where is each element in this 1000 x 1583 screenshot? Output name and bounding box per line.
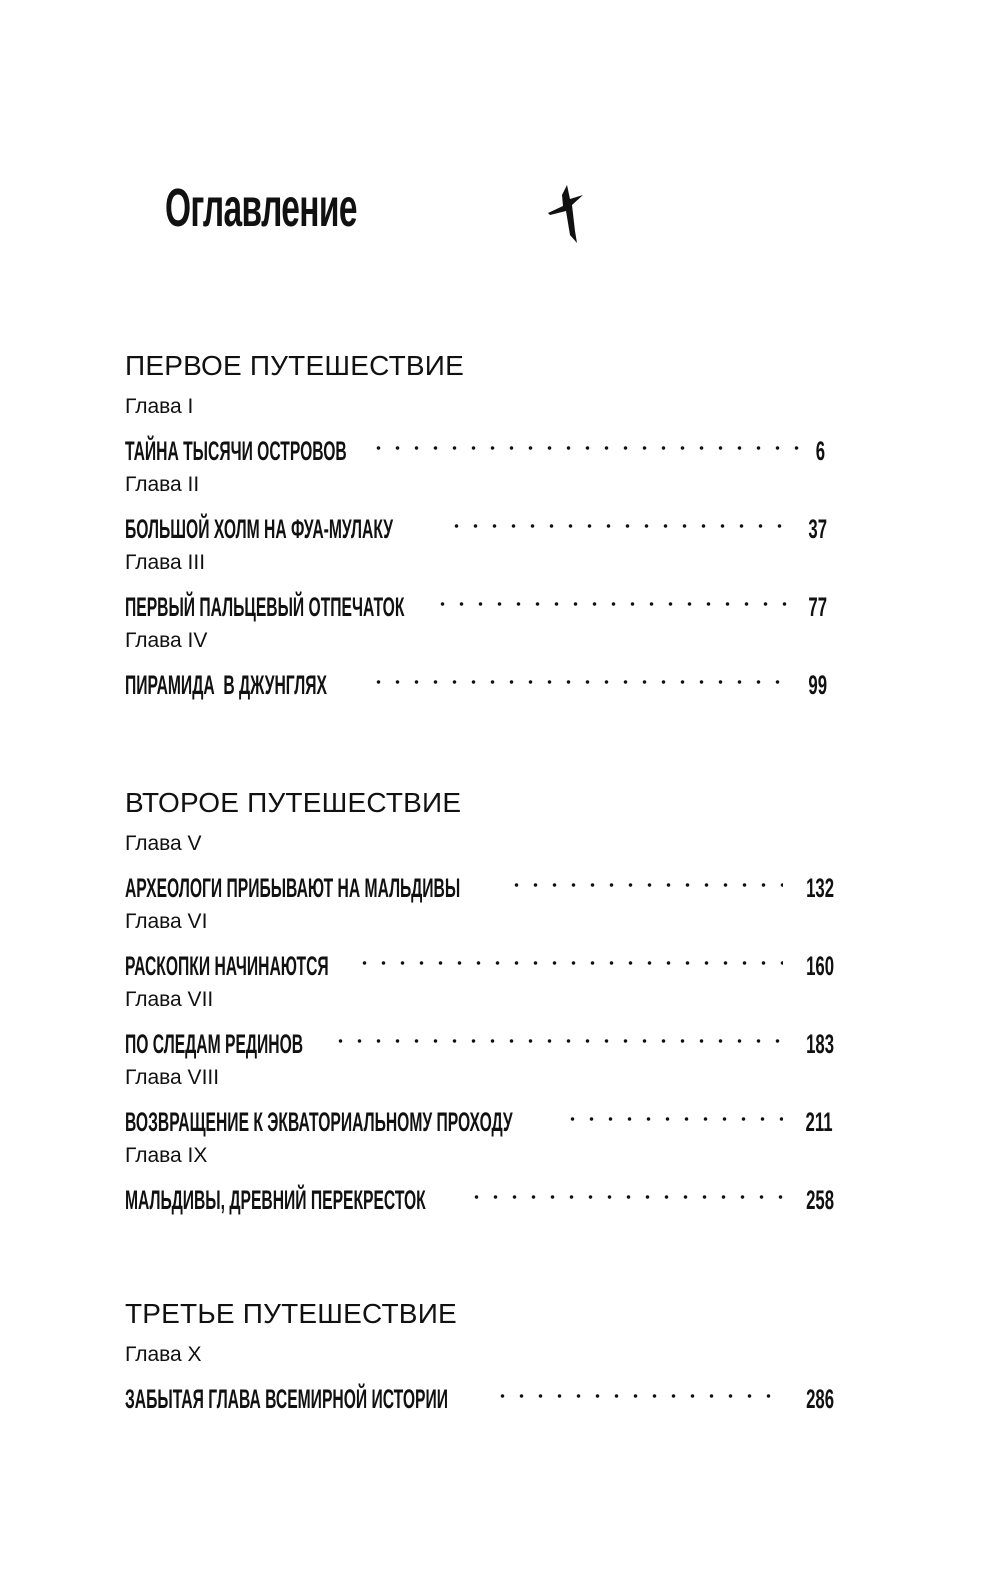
- page-number: 37: [808, 514, 828, 544]
- chapter-label: Глава VII: [125, 988, 214, 1011]
- page-number: 286: [806, 1384, 835, 1414]
- page-number: 258: [806, 1185, 835, 1215]
- chapter-title[interactable]: БОЛЬШОЙ ХОЛМ НА ФУА-МУЛАКУ: [125, 514, 394, 544]
- toc-entry[interactable]: [125, 394, 825, 466]
- chapter-title[interactable]: ЗАБЫТАЯ ГЛАВА ВСЕМИРНОЙ ИСТОРИИ: [125, 1384, 448, 1414]
- section-title: ВТОРОЕ ПУТЕШЕСТВИЕ: [125, 787, 462, 818]
- dot-leader: [369, 654, 791, 694]
- page-number: 160: [806, 951, 835, 981]
- chapter-label: Глава VI: [125, 910, 208, 933]
- toc-entry[interactable]: [125, 831, 835, 903]
- dot-leader: [493, 1368, 783, 1408]
- dot-leader: [355, 935, 783, 975]
- toc-entry[interactable]: [125, 1065, 833, 1137]
- toc-entry[interactable]: [125, 472, 828, 544]
- chapter-title[interactable]: ПИРАМИДА В ДЖУНГЛЯХ: [125, 670, 327, 700]
- toc-entry[interactable]: [125, 1342, 835, 1414]
- chapter-label: Глава III: [125, 551, 206, 574]
- chapter-title[interactable]: ВОЗВРАЩЕНИЕ К ЭКВАТОРИАЛЬНОМУ ПРОХОДУ: [125, 1107, 513, 1137]
- chapter-label: Глава V: [125, 832, 202, 855]
- chapter-label: Глава IV: [125, 629, 208, 652]
- dot-leader: [563, 1091, 783, 1131]
- chapter-title[interactable]: АРХЕОЛОГИ ПРИБЫВАЮТ НА МАЛЬДИВЫ: [125, 873, 461, 903]
- bird-silhouette-icon: [546, 185, 584, 245]
- page-number: 99: [808, 670, 828, 700]
- toc-entry[interactable]: [125, 628, 828, 700]
- chapter-label: Глава II: [125, 473, 200, 496]
- page-number: 211: [805, 1107, 833, 1137]
- page-title: Оглавление: [165, 178, 357, 238]
- toc-entry[interactable]: [125, 1143, 835, 1215]
- toc-entry[interactable]: [125, 550, 828, 622]
- dot-leader: [369, 420, 799, 460]
- page-number: 183: [806, 1029, 835, 1059]
- section-second-journey: [125, 787, 835, 1221]
- toc-entry[interactable]: [125, 909, 835, 981]
- chapter-label: Глава IX: [125, 1144, 208, 1167]
- chapter-title[interactable]: ПЕРВЫЙ ПАЛЬЦЕВЫЙ ОТПЕЧАТОК: [125, 592, 405, 622]
- dot-leader: [507, 857, 783, 897]
- section-title: ТРЕТЬЕ ПУТЕШЕСТВИЕ: [125, 1298, 457, 1329]
- dot-leader: [331, 1013, 783, 1053]
- chapter-title[interactable]: ПО СЛЕДАМ РЕДИНОВ: [125, 1029, 304, 1059]
- dot-leader: [467, 1169, 783, 1209]
- chapter-label: Глава VIII: [125, 1066, 220, 1089]
- page-number: 77: [808, 592, 828, 622]
- chapter-title[interactable]: МАЛЬДИВЫ, ДРЕВНИЙ ПЕРЕКРЕСТОК: [125, 1185, 426, 1215]
- section-title: ПЕРВОЕ ПУТЕШЕСТВИЕ: [125, 350, 464, 381]
- chapter-label: Глава X: [125, 1343, 202, 1366]
- page-number: 132: [806, 873, 835, 903]
- chapter-title[interactable]: РАСКОПКИ НАЧИНАЮТСЯ: [125, 951, 329, 981]
- chapter-title[interactable]: ТАЙНА ТЫСЯЧИ ОСТРОВОВ: [125, 436, 347, 466]
- toc-entry[interactable]: [125, 987, 835, 1059]
- page-number: 6: [815, 436, 825, 466]
- dot-leader: [433, 576, 791, 616]
- chapter-label: Глава I: [125, 395, 194, 418]
- dot-leader: [447, 498, 791, 538]
- section-first-journey: [125, 350, 828, 706]
- section-third-journey: [125, 1298, 835, 1420]
